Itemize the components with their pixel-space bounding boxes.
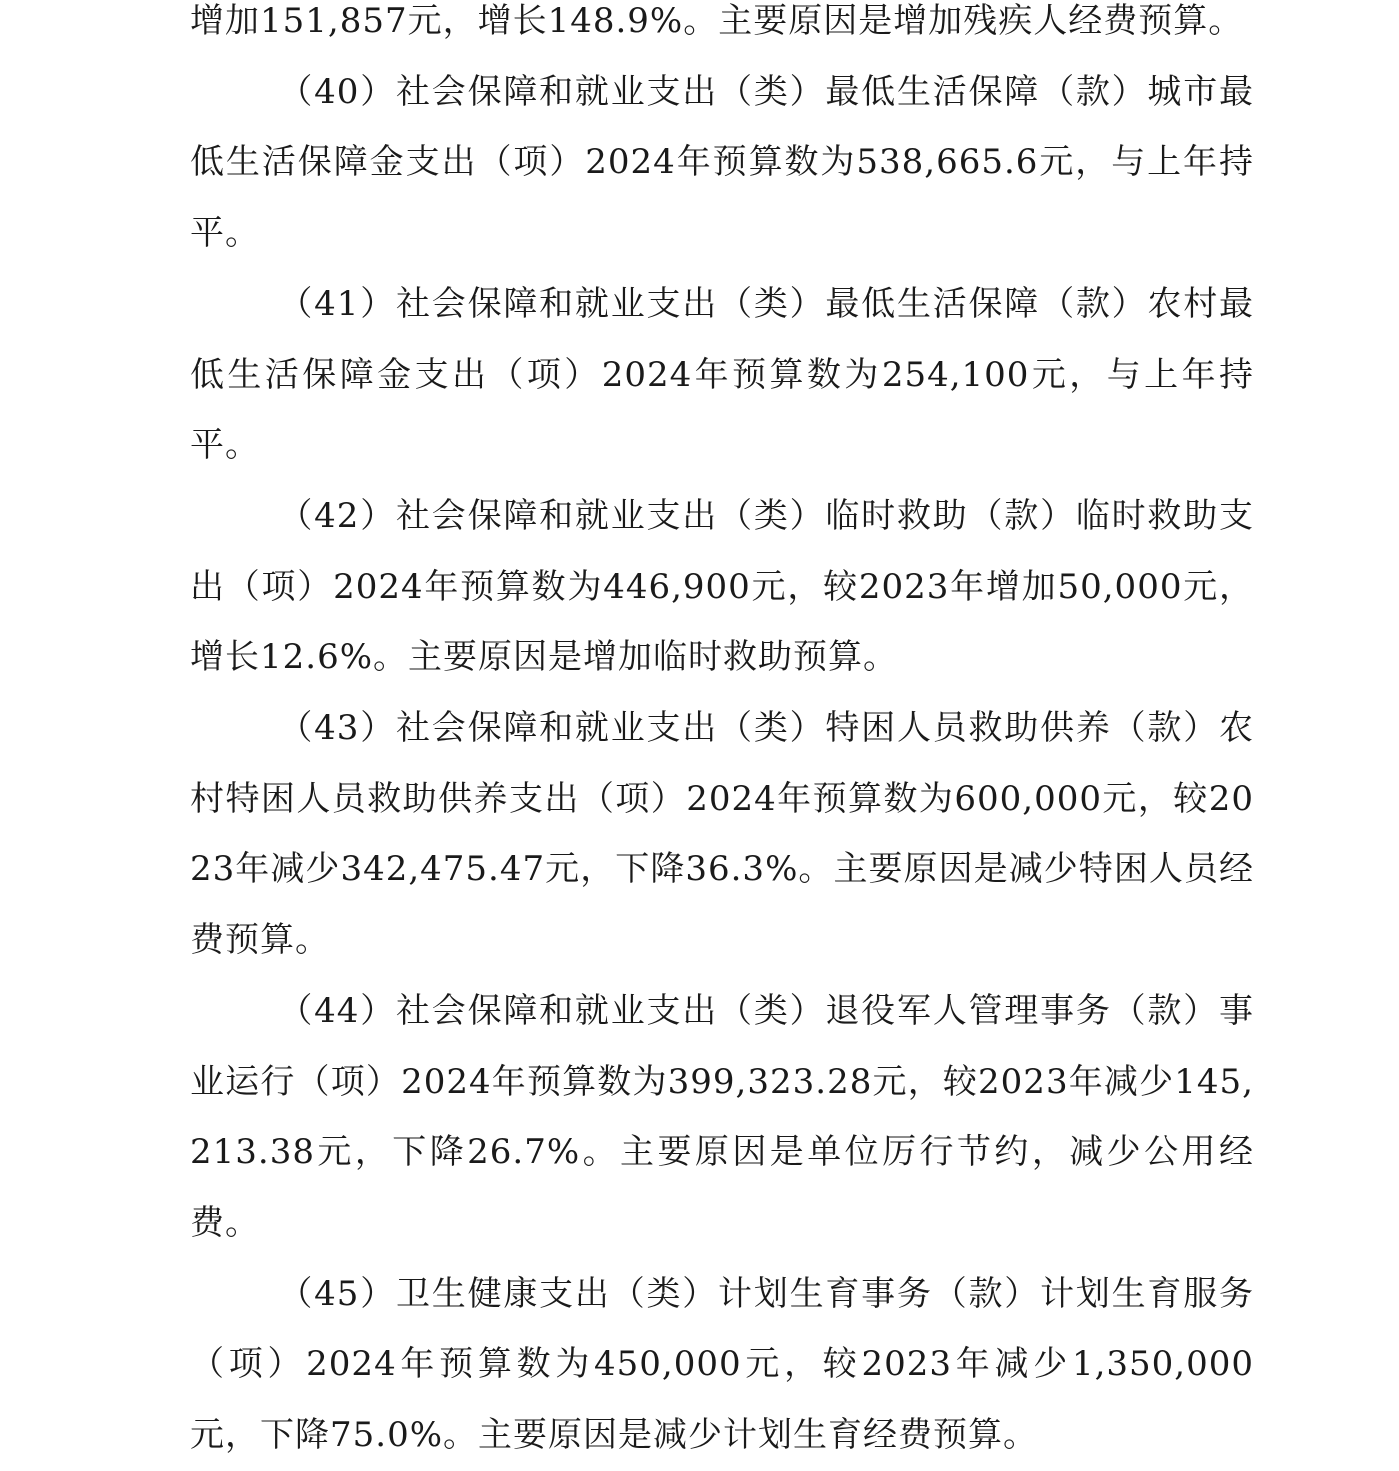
paragraph-item-45: （45）卫生健康支出（类）计划生育事务（款）计划生育服务（项）2024年预算数为450,000元，较2023年减少1,350,000元，下降75.0%。主要原因是减少计划生育经费预算。: [190, 1273, 1254, 1456]
document-body: [190, 0, 1254, 1471]
paragraph-item-42: （42）社会保障和就业支出（类）临时救助（款）临时救助支出（项）2024年预算数为446,900元，较2023年增加50,000元，增长12.6%。主要原因是增加临时救助预算。: [190, 495, 1254, 678]
paragraph-item-41: （41）社会保障和就业支出（类）最低生活保障（款）农村最低生活保障金支出（项）2024年预算数为254,100元，与上年持平。: [190, 283, 1254, 466]
paragraph-item-40: （40）社会保障和就业支出（类）最低生活保障（款）城市最低生活保障金支出（项）2024年预算数为538,665.6元，与上年持平。: [190, 71, 1254, 254]
paragraph-item-44: （44）社会保障和就业支出（类）退役军人管理事务（款）事业运行（项）2024年预算数为399,323.28元，较2023年减少145,213.38元，下降26.7%。主要原因是单位厉行节约，减少公用经费。: [190, 990, 1254, 1243]
paragraph-item-43: （43）社会保障和就业支出（类）特困人员救助供养（款）农村特困人员救助供养支出（项）2024年预算数为600,000元，较2023年减少342,475.47元，下降36.3%。主要原因是减少特困人员经费预算。: [190, 708, 1254, 961]
paragraph-continuation: 增加151,857元，增长148.9%。主要原因是增加残疾人经费预算。: [190, 1, 1244, 41]
